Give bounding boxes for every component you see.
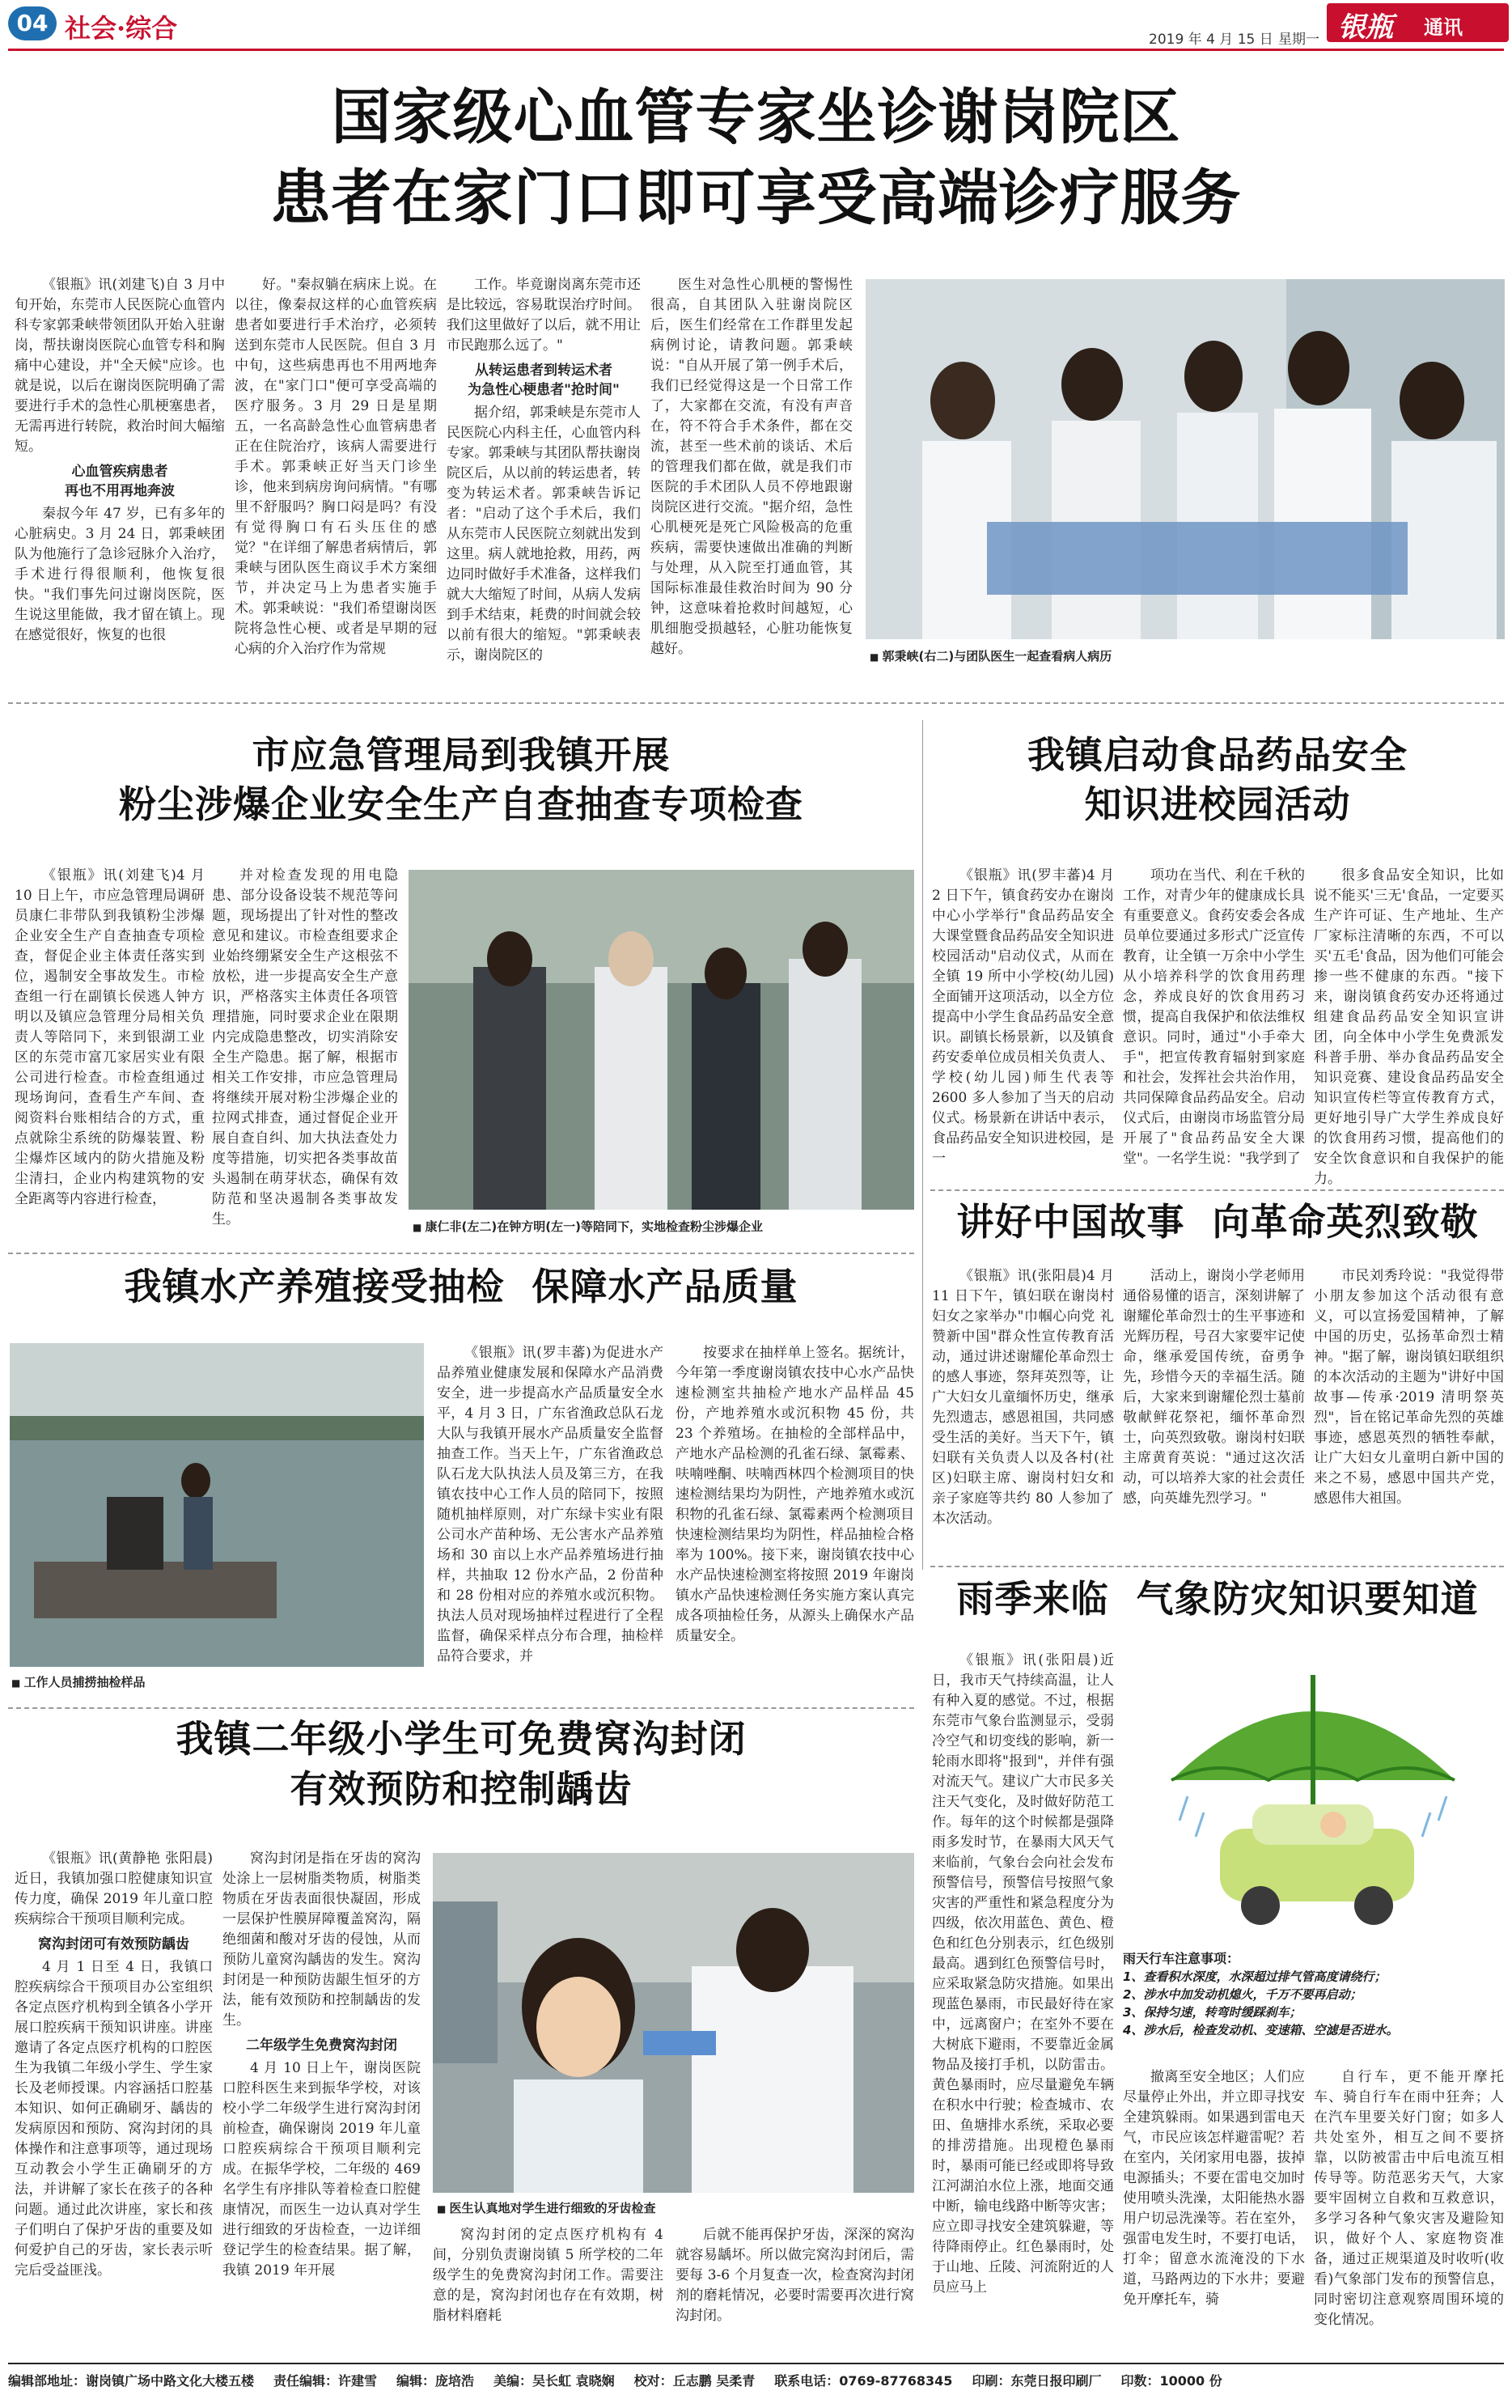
paper-logo-name: 银瓶 [1338,11,1393,44]
art4-column-1 [932,1266,1114,1558]
art4-headline: 讲好中国故事 向革命英烈致敬 [956,1200,1479,1244]
art4-col2-para: 活动上，谢岗小学老师用通俗易懂的语言，深刻讲解了谢耀伦革命烈士的生平事迹和光辉历程，号召大家要牢记使命，继承爱国传统，奋勇争先，珍惜今天的幸福生活。随后，大家来到谢耀伦烈士墓前敬献鲜花祭祀，缅怀革命烈士，向英烈致敬。谢岗村妇联主席黄育英说："通过这次活动，可以培养大家的社会责任感，向英雄先烈学习。" [1123,1268,1305,1507]
art1-photo-caption: ■ 郭秉峡(右二)与团队医生一起查看病人病历 [870,647,1112,664]
divider-art3 [930,1189,1504,1191]
art7-col4-para: 后就不能再保护牙齿，深深的窝沟就容易龋坏。所以做完窝沟封闭后，需要每 3-6 个月复查一次，检查窝沟封闭剂的磨耗情况，必要时需要再次进行窝沟封闭。 [676,2227,914,2324]
art4-col1-para: 《银瓶》讯(张阳晨)4 月 11 日下午，镇妇联在谢岗村妇女之家举办"巾帼心向党 礼赞新中国"群众性宣传教育活动，通过讲述谢耀伦革命烈士的感人事迹，祭拜英烈等，让广大妇女儿童缅怀历史，继承先烈遗志，感恩祖国，共同感受生活的美好。当天下午，镇妇联有关负责人以及各村(社区)妇联主席、谢岗村妇女和亲子家庭等共约 80 人参加了本次活动。 [932,1268,1114,1527]
art7-headline-line1: 我镇二年级小学生可免费窝沟封闭 [176,1717,747,1761]
masthead [0,0,1512,50]
art2-headline-line2: 粉尘涉爆企业安全生产自查抽查专项检查 [119,782,803,826]
art5-photo-caption: ■ 工作人员捕捞抽检样品 [11,1673,146,1690]
art3-column-1 [932,866,1114,1181]
issue-date: 2019 年 4 月 15 日 [1149,32,1273,48]
art5-col2-para: 按要求在抽样单上签名。据统计，今年第一季度谢岗镇农技中心水产品快速检测室共抽检产地水产品样品 45 份，产地养殖水或沉积物 45 份，共 23 个养殖场。在抽检的全部样品中，产地水产品检测的孔雀石绿、氯霉素、呋喃唑酮、呋喃西林四个检测项目的快速检测结果均为阴性，产地养殖水或沉积物的孔雀石绿、氯霉素两个检测项目快速检测结果均为阴性，样品抽检合格率为 100%。接下来，谢岗镇农技中心水产品快速检测室将按照 2019 年谢岗镇水产品快速检测任务实施方案认真完成各项抽检任务，从源头上确保水产品质量安全。 [676,1345,914,1644]
art3-col3-para: 很多食品安全知识，比如说不能买'三无'食品，一定要买生产许可证、生产地址、生产厂家标注清晰的东西，不可以买'五毛'食品，因为他们可能会掺一些不健康的东西。"接下来，谢岗镇食药安办还将通过组建食品药品安全知识宣讲团，向全体中小学生免费派发科普手册、举办食品药品安全知识竞赛、建设食品药品安全知识宣传栏等宣传教育方式，更好地引导广大学生养成良好的饮食用药习惯，提高他们的安全饮食意识和自我保护的能力。 [1314,867,1504,1187]
art5-column-1 [437,1343,663,1699]
art4-column-3 [1314,1266,1504,1558]
art7-column-1 [15,1849,213,2314]
art1-col1-para: 《银瓶》讯(刘建飞)自 3 月中旬开始，东莞市人民医院心血管内科专家郭秉峡带领团队开始入驻谢岗，帮扶谢岗医院心血管专科和胸痛中心建设，并"全天候"应诊。也就是说，以后在谢岗医院明确了需要进行手术的急性心肌梗塞患者，无需再进行转院，救治时间大幅缩短。 [15,277,225,455]
art1-photo-illustration [866,279,1505,639]
art5-col1-para: 《银瓶》讯(罗丰蕃)为促进水产品养殖业健康发展和保障水产品消费安全，进一步提高水产品质量安全水平，4 月 3 日，广东省渔政总队石龙大队与我镇开展水产品质量安全监督抽查工作。当天上午，广东省渔政总队石龙大队执法人员及第三方，在我镇农技中心工作人员的陪同下，按照随机抽样原则，对广东绿卡实业有限公司水产苗种场、无公害水产品养殖场和 30 亩以上水产品养殖场进行抽样，共抽取 12 份水产品，2 份苗种和 28 份相对应的养殖水或沉积物。执法人员对现场抽样过程进行了全程监督，确保采样点分布合理，抽检样品符合要求，并 [437,1345,663,1664]
art5-headline: 我镇水产养殖接受抽检 保障水产品质量 [124,1265,798,1308]
art2-col1-para: 《银瓶》讯(刘建飞)4 月 10 日上午，市应急管理局调研员康仁非带队到我镇粉尘涉爆企业安全生产自查抽查专项检查，督促企业主体责任落实到位，遏制安全事故发生。市检查组一行在副镇长侯逃人钟方明以及镇应急管理分局相关负责人等陪同下，来到银湖工业区的东莞市富兀家居实业有限公司进行检查。市检查组通过现场询问，查看生产车间、查阅资料台账相结合的方式，重点就除尘系统的防爆装置、粉尘爆炸区域内的防火措施及粉尘清扫，企业内构建筑物的安全距离等内容进行检查， [15,867,205,1207]
masthead-rule [8,49,1504,51]
art7-subhead-2: 二年级学生免费窝沟封闭 [246,2037,397,2054]
art1-column-3 [447,275,641,672]
art6-column-2 [1123,2067,1305,2314]
art5-column-2 [676,1343,914,1699]
footer-address: 编辑部地址：谢岗镇广场中路文化大楼五楼 [8,2373,255,2389]
footer-rule [8,2363,1504,2364]
art7-photo-illustration [433,1853,914,2193]
art6-tip-3: 3、保持匀速，转弯时缓踩刹车； [1123,2005,1302,2020]
art7-col1a-para: 《银瓶》讯(黄静艳 张阳晨)近日，我镇加强口腔健康知识宣传力度，确保 2019 年儿童口腔疾病综合干预项目顺利完成。 [15,1851,213,1927]
art2-photo-inspection [409,870,914,1210]
art7-column-3 [433,2225,663,2324]
art1-column-4 [650,275,853,672]
art6-column-3 [1314,2067,1504,2328]
art7-photo-caption: ■ 医生认真地对学生进行细致的牙齿检查 [437,2199,656,2216]
footer-editor: 责任编辑：许建雪 [273,2373,378,2389]
art2-col2-para: 并对检查发现的用电隐患、部分设备设装不规范等问题，现场提出了针对性的整改意见和建议。市检查组要求企业始终绷紧安全生产这根弦不放松，进一步提高安全生产意识，严格落实主体责任各项管理措施，同时要求企业在限期内完成隐患整改，切实消除安全生产隐患。据了解，根据市相关工作安排，市应急管理局将继续开展对粉尘涉爆企业的拉网式排查，通过督促企业开展自查自纠、加大执法查处力度等措施，切实把各类事故苗头遏制在萌芽状态，确保有效防范和坚决遏制各类事故发生。 [212,867,398,1227]
art1-col2-para: 好。"秦叔躺在病床上说。在以往，像秦叔这样的心血管疾病患者如要进行手术治疗，必须转送到东莞市人民医院。但自 3 月中旬，这些病患再也不用两地奔波，在"家门口"便可享受高端的医疗服务。3 月 29 日是星期五，一名高龄急性心血管病患者正在住院治疗，该病人需要进行手术。郭秉峡正好当天门诊坐诊，他来到病房询问病情。"有哪里不舒服吗？胸口闷是吗？有没有觉得胸口有石头压住的感觉？"在详细了解患者病情后，郭秉峡与团队医生商议手术方案细节，并决定马上为患者实施手术。郭秉峡说："我们希望谢岗医院将急性心梗、或者是早期的冠心病的介入治疗作为常规 [235,277,437,657]
art1-headline-line1: 国家级心血管专家坐诊谢岗院区 [331,83,1181,152]
art7-col3-para: 窝沟封闭的定点医疗机构有 4 间，分别负责谢岗镇 5 所学校的二年级学生的免费窝沟封闭工作。需要注意的是，窝沟封闭也存在有效期，树脂材料磨耗 [433,2227,663,2324]
art7-subhead-1: 窝沟封闭可有效预防龋齿 [38,1936,189,1952]
art1-col4-para: 医生对急性心肌梗的警惕性很高，自其团队入驻谢岗院区后，医生们经常在工作群里发起病例讨论，请教问题。郭秉峡说："自从开展了第一例手术后，我们已经觉得这是一个日常工作了，大家都在交流，有没有声音在，符不符合手术条件，都在交流，甚至一些术前的谈话、术后的管理我们都在做，就是我们市医院的手术团队人员不停地跟谢岗院区进行交流。"据介绍，急性心肌梗死是死亡风险极高的危重疾病，需要快速做出准确的判断与处理，从入院至打通血管，其国际标准最佳救治时间为 90 分钟，这意味着抢救时间越短，心肌细胞受损越轻，心脏功能恢复越好。 [650,277,853,657]
art7-headline-line2: 有效预防和控制龋齿 [290,1767,633,1811]
art1-col1b-para: 秦叔今年 47 岁，已有多年的心脏病史。3 月 24 日，郭秉峡团队为他施行了急诊冠脉介入治疗，手术进行得很顺利，他恢复很快。"我们事先问过谢岗医院，医生说这里能做，我才留在镇上。现在感觉很好，恢复的也很 [15,506,225,643]
art4-column-2 [1123,1266,1305,1558]
art6-tip-4: 4、涉水后，检查发动机、变速箱、空滤是否进水。 [1123,2023,1399,2037]
art2-column-2 [212,866,398,1278]
art2-photo-illustration [409,870,914,1210]
footer-artist: 美编：吴长虹 袁晓娴 [493,2373,615,2389]
art1-subhead-1: 心血管疾病患者 再也不用再地奔波 [65,464,175,499]
art3-headline-line1: 我镇启动食品药品安全 [1027,733,1408,777]
art6-tips-title: 雨天行车注意事项： [1123,1951,1240,1966]
art6-col2-para: 撤离至安全地区；人们应尽量停止外出，并立即寻找安全建筑躲雨。如果遇到雷电天气，市民应该怎样避雷呢？若在室内，关闭家用电器，拔掉电源插头；不要在雷电交加时使用喷头洗澡，太阳能热水器用户切忌洗澡等。若在室外，强雷电发生时，不要打电话，打伞；留意水流淹没的下水道，马路两边的下水井；要避免开摩托车，骑 [1123,2069,1305,2308]
paper-logo [1327,3,1509,42]
section-name: 社会·综合 [65,13,178,44]
issue-weekday: 星期一 [1278,32,1319,48]
art3-col1-para: 《银瓶》讯(罗丰蕃)4 月 2 日下午，镇食药安办在谢岗中心小学举行"食品药品安全大课堂暨食品药品安全知识进校园活动"启动仪式，从而在全镇 19 所中小学校(幼儿园)全面铺开这项活动，以全方位提高中小学生食品药品安全意识。副镇长杨景新，以及镇食药安委单位成员相关负责人、学校(幼儿园)师生代表等 2600 多人参加了当天的启动仪式。杨景新在讲话中表示，食品药品安全知识进校园，是一 [932,867,1114,1167]
art6-illustration-umbrella-car [1123,1651,1503,1942]
divider-art4 [930,1566,1504,1567]
art7-col1b-para: 4 月 1 日至 4 日，我镇口腔疾病综合干预项目办公室组织各定点医疗机构到全镇各小学开展口腔疾病干预知识讲座。讲座邀请了各定点医疗机构的口腔医生为我镇二年级小学生、学生家长及老师授课。内容涵括口腔基本知识、如何正确刷牙、龋齿的发病原因和预防、窝沟封闭的具体操作和注意事项等，通过现场互动教会小学生正确刷牙的方法，并讲解了家长在孩子的各种问题。通过此次讲座，家长和孩子们明白了保护牙齿的重要及如何爱护自己的牙齿，家长表示听完后受益匪浅。 [15,1959,213,2279]
art5-photo-illustration [10,1343,424,1667]
art3-col2-para: 项功在当代、利在千秋的工作，对青少年的健康成长具有重要意义。食药安委会各成员单位要通过多形式广泛宣传教育，让全镇一万余中小学生从小培养科学的饮食用药理念，养成良好的饮食用药习惯，提高自我保护和依法维权意识。同时，通过"小手牵大手"，把宣传教育辐射到家庭和社会，发挥社会共治作用，共同保障食品药品安全。启动仪式后，由谢岗市场监管分局开展了"食品药品安全大课堂"。一名学生说："我学到了 [1123,867,1305,1167]
footer [8,2371,1504,2397]
art1-photo-doctors [866,279,1505,639]
divider-art2 [8,1253,914,1254]
art2-headline-line1: 市应急管理局到我镇开展 [252,733,671,777]
footer-printer: 印刷：东莞日报印刷厂 [972,2373,1102,2389]
art7-col2a-para: 窝沟封闭是指在牙齿的窝沟处涂上一层树脂类物质，树脂类物质在牙齿表面很快凝固，形成一层保护性膜屏障覆盖窝沟，隔绝细菌和酸对牙齿的侵蚀，从而预防儿童窝沟龋齿的发生。窝沟封闭是一种预防齿龈生恒牙的方法，能有效预防和控制龋齿的发生。 [222,1851,421,2029]
art6-headline: 雨季来临 气象防灾知识要知道 [956,1577,1479,1621]
art6-column-1 [932,1651,1114,2314]
art1-column-2 [235,275,437,672]
art7-photo-dental-check [433,1853,914,2193]
art1-col3-para: 工作。毕竟谢岗离东莞市还是比较远，容易耽误治疗时间。我们这里做好了以后，就不用让市民跑那么远了。" [447,277,641,354]
art3-headline-line2: 知识进校园活动 [1084,782,1351,826]
art3-column-2 [1123,866,1305,1181]
art7-col2b-para: 4 月 10 日上午，谢岗医院口腔科医生来到振华学校，对该校小学二年级学生进行窝沟封闭前检查，确保谢岗 2019 年儿童口腔疾病综合干预项目顺利完成。在振华学校，二年级的 469 名学生有序排队等着检查口腔健康情况，而医生一边认真对学生进行细致的牙齿检查，一边详细登记学生的检查结果。据了解，我镇 2019 年开展 [222,2060,421,2279]
art1-col3b-para: 据介绍，郭秉峡是东莞市人民医院心内科主任，心血管内科专家。郭秉峡与其团队帮扶谢岗院区后，从以前的转运患者，转变为转运术者。郭秉峡告诉记者："启动了这个手术后，我们从东莞市人民医院立刻就出发到这里。病人就地抢救，用药，两边同时做好手术准备，这样我们就大大缩短了时间，从病人发病到手术结束，耗费的时间就会较以前有很大的缩短。"郭秉峡表示，谢岗院区的 [447,405,641,663]
footer-copies: 印数：10000 份 [1120,2373,1222,2389]
art6-tips-box [1123,1950,1503,2063]
art3-column-3 [1314,866,1504,1187]
footer-phone: 联系电话：0769-87768345 [774,2373,953,2389]
art1-headline-line2: 患者在家门口即可享受高端诊疗服务 [270,163,1242,233]
art6-col3-para: 自行车，更不能开摩托车、骑自行车在雨中狂奔；人在汽车里要关好门窗；如多人共处室外，相互之间不要挤靠，以防被雷击中后电流互相传导等。防范恶劣天气，大家要牢固树立自救和互救意识，多学习各种气象灾害及避险知识，做好个人、家庭物资准备，通过正规渠道及时收听(收看)气象部门发布的预警信息，同时密切注意观察周围环境的变化情况。 [1314,2069,1504,2328]
art7-column-4 [676,2225,914,2324]
footer-designer: 编辑：庞培浩 [396,2373,475,2389]
art1-subhead-2: 从转运患者到转运术者 为急性心梗患者"抢时间" [468,362,620,398]
paper-logo-sub: 通讯 [1424,16,1463,39]
divider-art1 [8,702,1504,704]
art6-tip-2: 2、涉水中加发动机熄火，千万不要再启动； [1123,1987,1362,2002]
divider-art5 [8,1707,914,1709]
art6-illustration [1123,1651,1503,1942]
art1-column-1 [15,275,225,672]
art2-photo-caption: ■ 康仁非(左二)在钟方明(左一)等陪同下，实地检查粉尘涉爆企业 [413,1218,763,1235]
divider-vertical-mid [922,720,923,1570]
page-number-badge: 04 [8,6,57,40]
art5-photo-fishpond [10,1343,424,1667]
footer-proof: 校对：丘志鹏 吴柔青 [633,2373,756,2389]
art2-column-1 [15,866,205,1278]
art6-tip-1: 1、查看积水深度，水深超过排气管高度请绕行； [1123,1969,1387,1984]
art6-col1-para: 《银瓶》讯(张阳晨)近日，我市天气持续高温，让人有种入夏的感觉。不过，根据东莞市气象台监测显示，受弱冷空气和切变线的影响，新一轮雨水即将"报到"，并伴有强对流天气。建议广大市民多关注天气变化，及时做好防范工作。每年的这个时候都是强降雨多发时节，在暴雨大风天气来临前，气象台会向社会发布预警信号，预警信号按照气象灾害的严重性和紧急程度分为四级，依次用蓝色、黄色、橙色和红色分别表示，红色级别最高。遇到红色预警信号时，应采取紧急防灾措施。如果出现蓝色暴雨，市民最好待在家中，远离窗户；在室外不要在大树底下避雨，不要靠近金属物品及接打手机，以防雷击。黄色暴雨时，应尽量避免车辆在积水中行驶；检查城市、农田、鱼塘排水系统，采取必要的排涝措施。出现橙色暴雨时，暴雨可能已经或即将导致江河湖泊水位上涨，地面交通中断，输电线路中断等灾害；应立即寻找安全建筑躲避，等待降雨停止。红色暴雨时，处于山地、丘陵、河流附近的人员应马上 [932,1652,1114,2296]
art4-col3-para: 市民刘秀玲说："我觉得带小朋友参加这个活动很有意义，可以宣扬爱国精神，了解中国的历史，弘扬革命烈士精神。"据了解，谢岗镇妇联组织的本次活动的主题为"讲好中国故事—传承·2019 清明祭英烈"，旨在铭记革命先烈的英雄事迹，感恩英烈的牺牲奉献，让广大妇女儿童明白新中国的来之不易，感恩中国共产党，感恩伟大祖国。 [1314,1268,1504,1507]
art7-column-2 [222,1849,421,2314]
